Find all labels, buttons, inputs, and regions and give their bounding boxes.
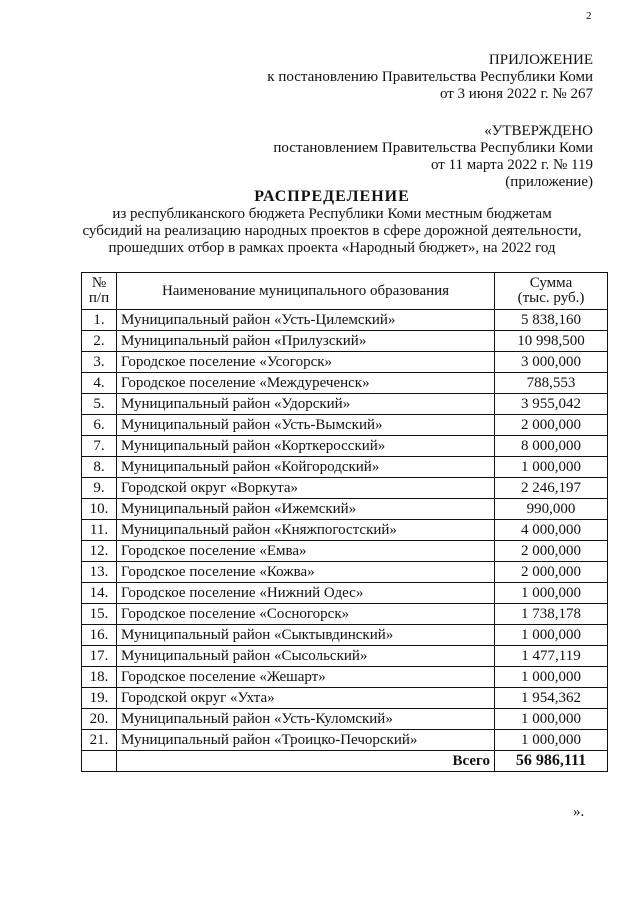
row-name: Муниципальный район «Сыктывдинский»: [117, 625, 495, 646]
row-number: 4.: [82, 373, 117, 394]
row-name: Муниципальный район «Ижемский»: [117, 499, 495, 520]
table-row: [82, 520, 608, 541]
approved-note: (приложение): [505, 174, 593, 190]
table-row: [82, 331, 608, 352]
row-sum: 1 000,000: [495, 667, 608, 688]
row-number: 16.: [82, 625, 117, 646]
row-sum: 1 954,362: [495, 688, 608, 709]
row-sum: 1 000,000: [495, 730, 608, 751]
row-name: Городское поселение «Кожва»: [117, 562, 495, 583]
header-sum: [495, 273, 608, 310]
row-sum: 1 000,000: [495, 709, 608, 730]
row-number: 8.: [82, 457, 117, 478]
table-row: [82, 646, 608, 667]
row-number: 11.: [82, 520, 117, 541]
row-name: Муниципальный район «Княжпогостский»: [117, 520, 495, 541]
table-body: [82, 310, 608, 751]
row-number: 14.: [82, 583, 117, 604]
row-name: Городской округ «Воркута»: [117, 478, 495, 499]
row-sum: 3 955,042: [495, 394, 608, 415]
row-number: 20.: [82, 709, 117, 730]
row-name: Муниципальный район «Троицко-Печорский»: [117, 730, 495, 751]
row-sum: 10 998,500: [495, 331, 608, 352]
table-row: [82, 310, 608, 331]
row-name: Городское поселение «Междуреченск»: [117, 373, 495, 394]
row-name: Городское поселение «Жешарт»: [117, 667, 495, 688]
row-number: 13.: [82, 562, 117, 583]
row-number: 9.: [82, 478, 117, 499]
row-name: Муниципальный район «Койгородский»: [117, 457, 495, 478]
appendix-header: [267, 52, 593, 103]
row-number: 21.: [82, 730, 117, 751]
row-name: Муниципальный район «Удорский»: [117, 394, 495, 415]
total-label: Всего: [117, 751, 495, 772]
row-name: Муниципальный район «Усть-Вымский»: [117, 415, 495, 436]
total-empty-cell: [82, 751, 117, 772]
row-sum: 990,000: [495, 499, 608, 520]
table-row: [82, 562, 608, 583]
closing-quote: ».: [573, 804, 585, 820]
row-number: 17.: [82, 646, 117, 667]
header-sum-line1: Сумма: [529, 275, 573, 291]
row-name: Муниципальный район «Сысольский»: [117, 646, 495, 667]
approved-date: от 11 марта 2022 г. № 119: [430, 157, 593, 173]
table-row: [82, 688, 608, 709]
row-name: Муниципальный район «Усть-Цилемский»: [117, 310, 495, 331]
row-sum: 8 000,000: [495, 436, 608, 457]
page-number: 2: [586, 10, 592, 22]
appendix-resolution: к постановлению Правительства Республики Коми: [267, 69, 593, 85]
table-row: [82, 709, 608, 730]
row-sum: 2 000,000: [495, 562, 608, 583]
table-row: [82, 730, 608, 751]
row-sum: 4 000,000: [495, 520, 608, 541]
row-sum: 5 838,160: [495, 310, 608, 331]
table-row: [82, 394, 608, 415]
table-row: [82, 457, 608, 478]
row-name: Муниципальный район «Усть-Куломский»: [117, 709, 495, 730]
row-sum: 3 000,000: [495, 352, 608, 373]
row-sum: 2 000,000: [495, 541, 608, 562]
row-sum: 2 000,000: [495, 415, 608, 436]
row-sum: 1 477,119: [495, 646, 608, 667]
table-row: [82, 415, 608, 436]
row-sum: 1 000,000: [495, 625, 608, 646]
header-sum-line2: (тыс. руб.): [517, 290, 585, 306]
row-number: 6.: [82, 415, 117, 436]
row-name: Городское поселение «Усогорск»: [117, 352, 495, 373]
table-row: [82, 583, 608, 604]
row-number: 1.: [82, 310, 117, 331]
row-number: 7.: [82, 436, 117, 457]
row-sum: 1 738,178: [495, 604, 608, 625]
header-number-line2: п/п: [88, 290, 110, 306]
row-number: 12.: [82, 541, 117, 562]
distribution-table: [81, 272, 608, 772]
table-row: [82, 352, 608, 373]
row-name: Городской округ «Ухта»: [117, 688, 495, 709]
row-number: 3.: [82, 352, 117, 373]
table-row: [82, 604, 608, 625]
appendix-title: ПРИЛОЖЕНИЕ: [488, 52, 593, 68]
document-title: [0, 188, 640, 257]
header-number: [82, 273, 117, 310]
table-header-row: [82, 273, 608, 310]
row-number: 10.: [82, 499, 117, 520]
total-sum: 56 986,111: [495, 751, 608, 772]
table-row: [82, 625, 608, 646]
row-sum: 1 000,000: [495, 457, 608, 478]
title-line-2: субсидий на реализацию народных проектов в сфере дорожной деятельности,: [82, 223, 582, 239]
approved-header: [273, 123, 593, 191]
table-row: [82, 373, 608, 394]
row-name: Муниципальный район «Корткеросский»: [117, 436, 495, 457]
row-name: Городское поселение «Емва»: [117, 541, 495, 562]
title-heading: РАСПРЕДЕЛЕНИЕ: [254, 188, 410, 205]
table-row: [82, 499, 608, 520]
row-name: Городское поселение «Сосногорск»: [117, 604, 495, 625]
appendix-date: от 3 июня 2022 г. № 267: [439, 86, 593, 102]
header-name: Наименование муниципального образования: [117, 273, 495, 310]
header-number-line1: №: [91, 275, 107, 291]
approved-resolution: постановлением Правительства Республики Коми: [273, 140, 593, 156]
row-sum: 2 246,197: [495, 478, 608, 499]
title-line-3: прошедших отбор в рамках проекта «Народный бюджет», на 2022 год: [108, 240, 556, 256]
title-line-1: из республиканского бюджета Республики Коми местным бюджетам: [112, 206, 552, 222]
row-number: 5.: [82, 394, 117, 415]
row-number: 19.: [82, 688, 117, 709]
row-sum: 788,553: [495, 373, 608, 394]
table-row: [82, 667, 608, 688]
row-sum: 1 000,000: [495, 583, 608, 604]
table-row: [82, 478, 608, 499]
row-number: 15.: [82, 604, 117, 625]
row-number: 18.: [82, 667, 117, 688]
total-row: [82, 751, 608, 772]
table-row: [82, 436, 608, 457]
row-name: Муниципальный район «Прилузский»: [117, 331, 495, 352]
table-row: [82, 541, 608, 562]
row-name: Городское поселение «Нижний Одес»: [117, 583, 495, 604]
approved-title: «УТВЕРЖДЕНО: [484, 123, 593, 139]
row-number: 2.: [82, 331, 117, 352]
